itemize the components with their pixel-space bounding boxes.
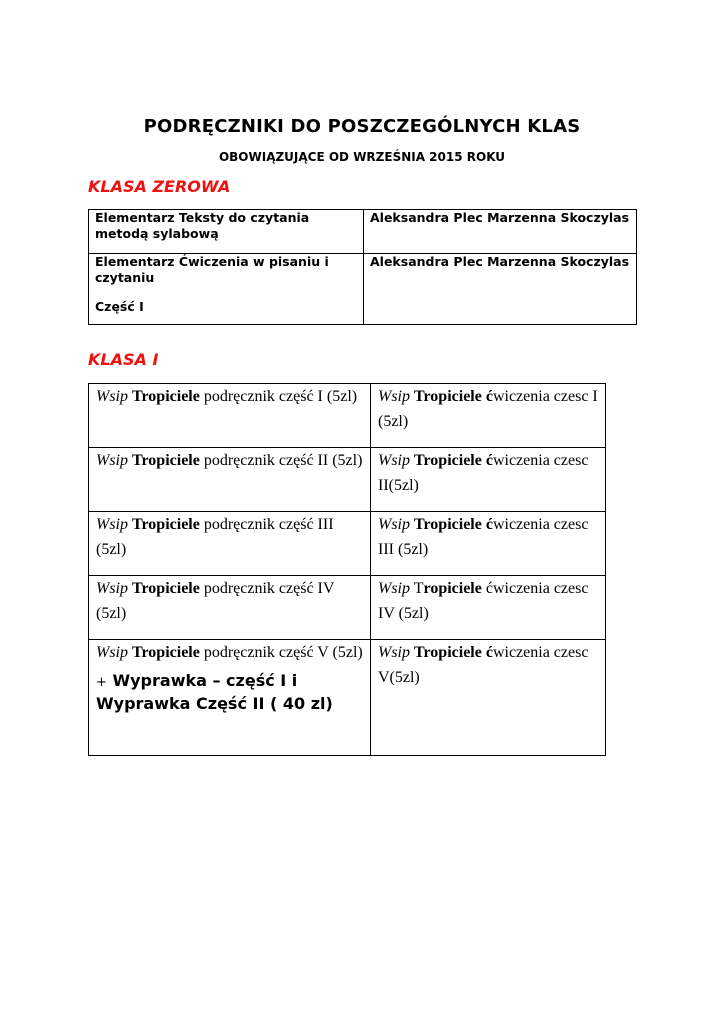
school-kit-text: Wyprawka – część I i Wyprawka Część II ( 40 zl) xyxy=(96,671,333,713)
workbook-cell xyxy=(371,640,606,756)
workbook-cell xyxy=(371,576,606,640)
section-heading-klasa-1: KLASA I xyxy=(88,350,159,369)
table-row xyxy=(89,384,606,448)
series-name: Tropiciele xyxy=(132,388,200,405)
section-heading-klasa-zerowa: KLASA ZEROWA xyxy=(88,177,231,196)
series-name: Tropiciele xyxy=(132,452,200,469)
publisher-name: Wsip xyxy=(96,388,128,405)
item-description: podręcznik część V (5zl) xyxy=(199,644,363,661)
textbook-cell xyxy=(89,384,371,448)
book-title: Elementarz Teksty do czytania metodą sylabową xyxy=(95,210,310,241)
publisher-name: Wsip xyxy=(378,388,410,405)
school-kit-note xyxy=(96,670,364,714)
item-description: wiczenia czesc II(5zl) xyxy=(378,452,589,494)
item-description: podręcznik część II (5zl) xyxy=(199,452,363,469)
series-name: Tropiciele ć xyxy=(414,644,493,661)
item-description: wiczenia czesc III (5zl) xyxy=(378,516,589,558)
authors-cell xyxy=(364,254,637,325)
item-description: podręcznik część IV (5zl) xyxy=(96,580,335,622)
series-name: Tropiciele ć xyxy=(414,516,493,533)
series-name: Tropiciele xyxy=(132,516,200,533)
series-name: Tropiciele ć xyxy=(414,452,493,469)
publisher-name: Wsip xyxy=(378,580,410,597)
table-row xyxy=(89,210,637,254)
page-title: PODRĘCZNIKI DO POSZCZEGÓLNYCH KLAS xyxy=(143,116,581,137)
series-name: Tropiciele ć xyxy=(414,388,493,405)
item-description: wiczenia czesc I (5zl) xyxy=(378,388,598,430)
publisher-name: Wsip xyxy=(96,644,128,661)
item-description: ćwiczenia czesc IV (5zl) xyxy=(378,580,589,622)
page-subtitle: OBOWIĄZUJĄCE OD WRZEŚNIA 2015 ROKU xyxy=(218,150,506,164)
book-title: Elementarz Ćwiczenia w pisaniu i czytaniu xyxy=(95,254,329,285)
series-name: ropiciele xyxy=(423,580,482,597)
table-row xyxy=(89,254,637,325)
item-description: wiczenia czesc V(5zl) xyxy=(378,644,589,686)
workbook-cell xyxy=(371,512,606,576)
publisher-name: Wsip xyxy=(96,452,128,469)
table-row xyxy=(89,448,606,512)
table-row xyxy=(89,576,606,640)
plus-sign: + xyxy=(96,675,107,690)
publisher-name: Wsip xyxy=(378,452,410,469)
series-name-initial: T xyxy=(413,580,424,597)
workbook-cell xyxy=(371,384,606,448)
item-description: podręcznik część I (5zl) xyxy=(199,388,358,405)
klasa-1-table xyxy=(88,383,606,756)
series-name: Tropiciele xyxy=(132,644,200,661)
authors: Aleksandra Plec Marzenna Skoczylas xyxy=(370,254,630,269)
textbook-cell xyxy=(89,448,371,512)
textbook-cell xyxy=(89,512,371,576)
publisher-name: Wsip xyxy=(378,644,410,661)
authors-cell xyxy=(364,210,637,254)
authors: Aleksandra Plec Marzenna Skoczylas xyxy=(370,210,630,225)
book-title-cell xyxy=(89,254,364,325)
table-row xyxy=(89,512,606,576)
publisher-name: Wsip xyxy=(96,516,128,533)
book-title-cell xyxy=(89,210,364,254)
textbook-cell xyxy=(89,576,371,640)
klasa-zerowa-table xyxy=(88,209,637,325)
publisher-name: Wsip xyxy=(378,516,410,533)
workbook-cell xyxy=(371,448,606,512)
table-row xyxy=(89,640,606,756)
item-description: podręcznik część III (5zl) xyxy=(96,516,334,558)
publisher-name: Wsip xyxy=(96,580,128,597)
series-name: Tropiciele xyxy=(132,580,200,597)
book-part: Część I xyxy=(95,299,144,314)
textbook-cell xyxy=(89,640,371,756)
